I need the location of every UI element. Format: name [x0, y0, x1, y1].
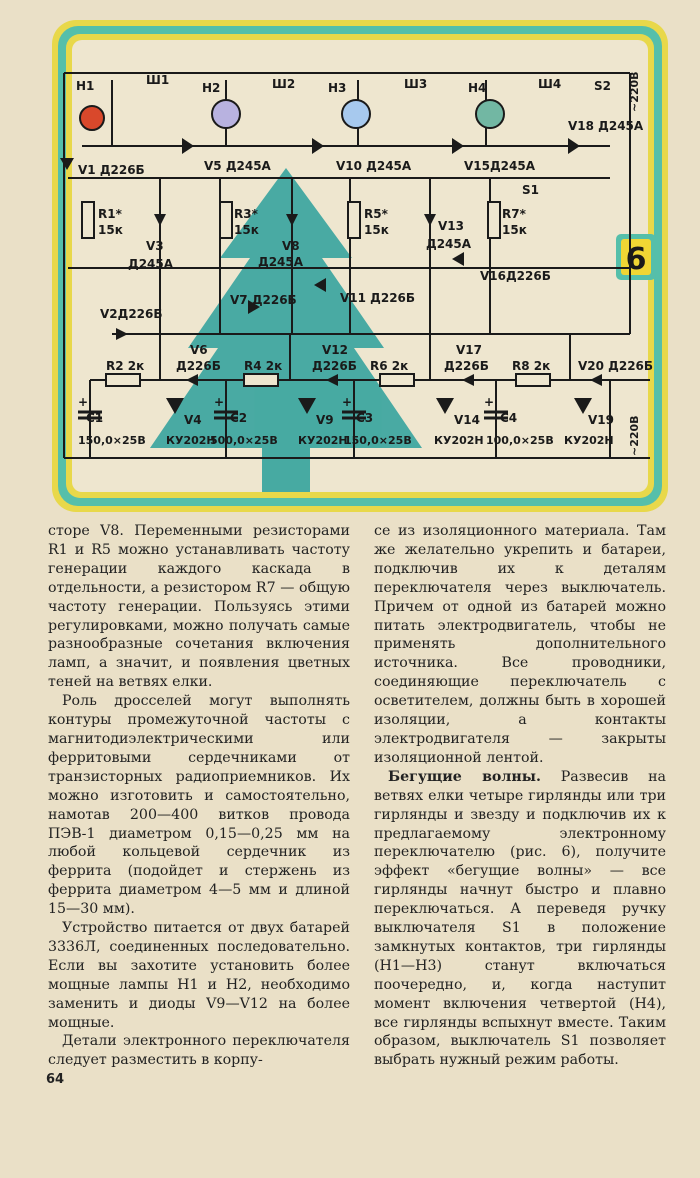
label-c1-value: 150,0×25В [78, 434, 146, 447]
resistor-r5-symbol [348, 202, 360, 238]
label-h4: H4 [468, 81, 487, 95]
label-v3-name: V3 [146, 239, 164, 253]
resistor-r1-symbol [82, 202, 94, 238]
text-column-left [48, 522, 350, 1070]
resistor-r8-symbol [516, 374, 550, 386]
paragraph-body: Развесив на ветвях елки четыре гирлянды или три гирлянды и звезду и подключив их к предлагаемому электронному переключателю (рис. 6), получите эффект «бегущие волны» — все гирлянды начнут быстро и плавно переключаться. А переведя ручку выключателя S1 в положение замкнутых контактов, три гирлянды (Н1—Н3) станут включаться поочередно, и, когда наступит момент включения четвертой (Н4), все гирлянды вспыхнут вместе. Таким образом, выключатель S1 позволяет выбрать нужный режим работы. [374, 768, 666, 1069]
label-v11: V11 Д226Б [340, 291, 416, 305]
label-v1: V1 Д226Б [78, 163, 145, 177]
label-v13-name: V13 [438, 219, 464, 233]
label-v19-name: V19 [588, 413, 614, 427]
paragraph-running-waves [374, 768, 666, 1071]
label-v8-name: V8 [282, 239, 300, 253]
label-v8-type: Д245А [258, 255, 304, 269]
label-r5-value: 15к [364, 223, 389, 237]
label-mains-top: ~220В [628, 71, 641, 112]
resistor-r2-symbol [106, 374, 140, 386]
figure-number: 6 [625, 242, 647, 277]
section-heading: Бегущие волны. [388, 768, 541, 785]
label-mains-bottom: ~220В [628, 415, 641, 456]
label-h1: H1 [76, 79, 95, 93]
label-r2: R2 2к [106, 359, 145, 373]
resistor-r3-symbol [220, 202, 232, 238]
label-sh4: Ш4 [538, 77, 562, 91]
label-c4-plus: + [484, 395, 495, 409]
label-c3-name: C3 [356, 411, 374, 425]
label-c2-name: C2 [230, 411, 248, 425]
label-v12-name: V12 [322, 343, 348, 357]
label-sh3: Ш3 [404, 77, 428, 91]
text-column-right [374, 522, 666, 1070]
paragraph: Детали электронного переключателя следует разместить в корпу- [48, 1033, 350, 1069]
paragraph: Устройство питается от двух батарей 3336Л, соединенных последовательно. Если вы захотите установить более мощные лампы Н1 и Н2, необходимо заменить и диоды V9—V12 на более мощные. [48, 920, 350, 1031]
resistor-r4-symbol [244, 374, 278, 386]
label-v15: V15Д245А [464, 159, 536, 173]
label-c1-name: C1 [86, 411, 104, 425]
label-h2: H2 [202, 81, 221, 95]
label-v16: V16Д226Б [480, 269, 551, 283]
label-c4-name: C4 [500, 411, 518, 425]
label-r5-name: R5* [364, 207, 388, 221]
label-sh2: Ш2 [272, 77, 296, 91]
label-r1-name: R1* [98, 207, 122, 221]
label-v14-name: V14 [454, 413, 480, 427]
label-h3: H3 [328, 81, 347, 95]
resistor-r6-symbol [380, 374, 414, 386]
label-s1: S1 [522, 183, 539, 197]
lamp-h1-icon [80, 106, 104, 130]
label-c3-plus: + [342, 395, 353, 409]
label-v10: V10 Д245А [336, 159, 412, 173]
label-r8: R8 2к [512, 359, 551, 373]
lamp-h3-icon [342, 100, 370, 128]
label-v12-type: Д226Б [312, 359, 357, 373]
label-r1-value: 15к [98, 223, 123, 237]
label-r7-name: R7* [502, 207, 526, 221]
label-v17-name: V17 [456, 343, 482, 357]
lamp-h4-icon [476, 100, 504, 128]
label-v14-type: КУ202Н [434, 434, 484, 447]
circuit-figure [50, 18, 670, 514]
label-v6-name: V6 [190, 343, 208, 357]
label-v6-type: Д226Б [176, 359, 221, 373]
label-c2-plus: + [214, 395, 225, 409]
label-v4-name: V4 [184, 413, 202, 427]
label-v7: V7 Д226Б [230, 293, 297, 307]
paragraph: сторе V8. Переменными резисторами R1 и R5 можно устанавливать частоту генерации каждого каскада в отдельности, а резистором R7 — общую частоту генерации. Пользуясь этими регулировками, можно получать самые разнообразные сочетания включения ламп, а значит, и появления цветных теней на ветвях елки. [48, 523, 350, 691]
label-s2: S2 [594, 79, 611, 93]
label-v9-name: V9 [316, 413, 334, 427]
label-v20: V20 Д226Б [578, 359, 654, 373]
label-c2-value: 500,0×25В [210, 434, 278, 447]
label-v13-type: Д245А [426, 237, 472, 251]
page-number: 64 [46, 1072, 65, 1087]
label-c4-value: 100,0×25В [486, 434, 554, 447]
label-v18: V18 Д245А [568, 119, 644, 133]
label-c1-plus: + [78, 395, 89, 409]
paragraph: се из изоляционного материала. Там же желательно укрепить и батареи, подключив их к деталям переключателя через выключатель. Причем от одной из батарей можно питать электродвигатель, чтобы не применять дополнительного источника. Все проводники, соединяющие переключатель с осветителем, должны быть в хорошей изоляции, а контакты электродвигателя — закрыты изоляционной лентой. [374, 523, 666, 766]
label-r7-value: 15к [502, 223, 527, 237]
lamp-h2-icon [212, 100, 240, 128]
label-v17-type: Д226Б [444, 359, 489, 373]
resistor-r7-symbol [488, 202, 500, 238]
label-v2: V2Д226Б [100, 307, 163, 321]
label-c3-value: 150,0×25В [344, 434, 412, 447]
label-r3-name: R3* [234, 207, 258, 221]
paragraph: Роль дросселей могут выполнять контуры промежуточной частоты с магнитодиэлектрическими или ферритовыми сердечниками от транзисторных радиоприемников. Их можно изготовить и самостоятельно, намотав 200—400 витков провода ПЭВ-1 диаметром 0,15—0,25 мм на любой кольцевой сердечник из феррита (подойдет и стержень из феррита диаметром 4—5 мм и длиной 15—30 мм). [48, 693, 350, 918]
label-v3-type: Д245А [128, 257, 174, 271]
label-v5: V5 Д245А [204, 159, 271, 173]
label-v4-type: КУ202Н [166, 434, 216, 447]
label-r3-value: 15к [234, 223, 259, 237]
label-v9-type: КУ202Н [298, 434, 348, 447]
label-v19-type: КУ202Н [564, 434, 614, 447]
label-r4: R4 2к [244, 359, 283, 373]
label-sh1: Ш1 [146, 73, 170, 87]
label-r6: R6 2к [370, 359, 409, 373]
